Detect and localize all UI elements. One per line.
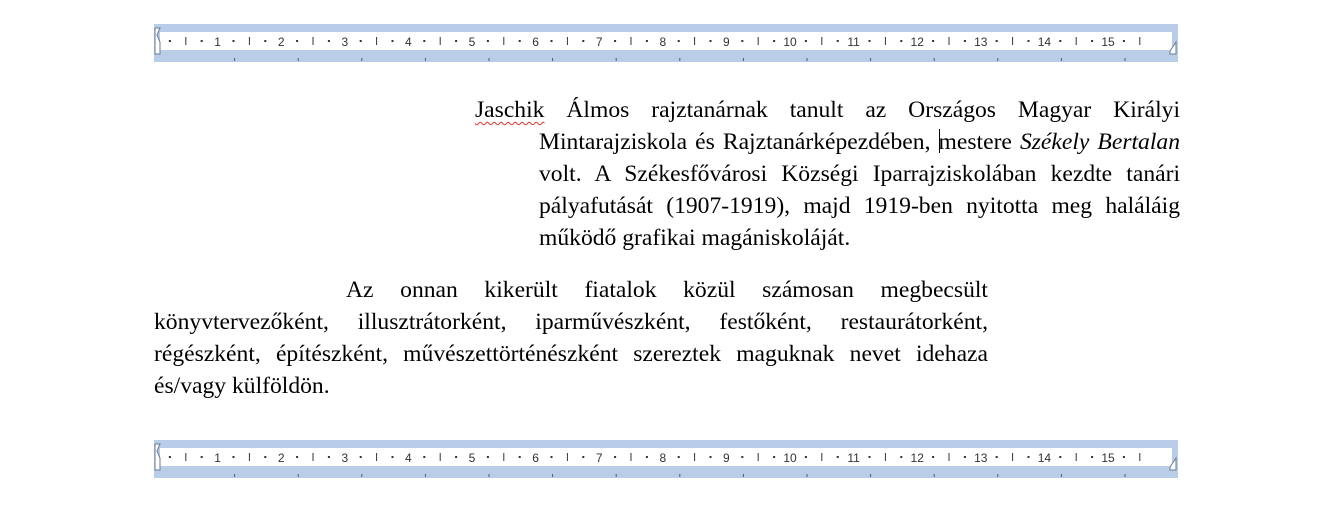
ruler-svg [154,440,1178,478]
ruler-number: 11 [847,451,860,465]
paragraph-1 [475,94,1180,254]
ruler-tick-dot [169,40,171,42]
ruler-number: 14 [1037,451,1052,465]
ruler-tick-dot [423,40,425,42]
ruler-number: 13 [974,35,988,49]
ruler-tick-dot [614,40,616,42]
ruler-number: 10 [783,451,797,465]
ruler-tick-dot [360,40,362,42]
ruler-tick-dot [1091,456,1093,458]
paragraph-1-text-c: volt. A Székesfővárosi Községi Iparrajziskolában kezdte tanári pályafutását (1907-1919), majd 1919-ben nyitotta meg haláláig működő grafikai magániskoláját. [539,161,1180,251]
ruler-tick-dot [741,40,743,42]
ruler-number: 10 [783,35,797,49]
ruler-number: 2 [277,451,285,465]
ruler-tick-dot [1028,40,1030,42]
ruler-tick-dot [201,456,203,458]
ruler-tick-dot [264,456,266,458]
ruler-tick-dot [455,456,457,458]
ruler-tick-dot [1059,456,1061,458]
ruler-tick-dot [487,456,489,458]
ruler-tick-dot [551,456,553,458]
ruler-number: 12 [910,35,924,49]
ruler-number: 15 [1101,35,1115,49]
ruler-tick-dot [1059,40,1061,42]
ruler-number: 1 [214,451,221,465]
ruler-number: 7 [595,35,603,49]
ruler-tick-dot [455,40,457,42]
ruler-tick-dot [964,456,966,458]
ruler-tick-dot [614,456,616,458]
ruler-number: 7 [595,451,603,465]
ruler-tick-dot [582,40,584,42]
ruler-tick-dot [169,456,171,458]
ruler-tick-dot [805,456,807,458]
ruler-tick-dot [837,456,839,458]
ruler-tick-dot [710,456,712,458]
ruler-tick-dot [773,40,775,42]
ruler-bottom[interactable] [154,440,1178,478]
ruler-number: 12 [910,451,924,465]
ruler-tick-dot [233,456,235,458]
ruler-tick-dot [582,456,584,458]
ruler-tick-dot [710,40,712,42]
ruler-tick-dot [328,40,330,42]
ruler-number: 1 [214,35,221,49]
ruler-number: 8 [659,451,667,465]
ruler-tick-dot [519,456,521,458]
ruler-tick-dot [741,456,743,458]
ruler-number: 15 [1101,451,1115,465]
ruler-tick-dot [264,40,266,42]
ruler-tick-dot [773,456,775,458]
ruler-tick-dot [1123,456,1125,458]
ruler-tick-dot [900,40,902,42]
ruler-tick-dot [1028,456,1030,458]
ruler-number: 5 [468,451,476,465]
ruler-tick-dot [869,40,871,42]
ruler-number: 6 [532,451,539,465]
ruler-tick-dot [678,456,680,458]
ruler-number: 6 [532,35,539,49]
ruler-tick-dot [296,40,298,42]
ruler-tick-dot [360,456,362,458]
ruler-tick-dot [932,456,934,458]
ruler-tick-dot [328,456,330,458]
ruler-tick-dot [837,40,839,42]
ruler-tick-dot [678,40,680,42]
paragraph-1-text-a: Álmos rajztanárnak tanult az Országos Magyar Királyi Mintarajziskola és Rajztanárképezdében, [539,97,1180,155]
ruler-tick-dot [551,40,553,42]
italic-name: Székely Bertalan [1019,129,1180,155]
ruler-tick-dot [646,456,648,458]
ruler-tick-dot [233,40,235,42]
ruler-tick-dot [900,456,902,458]
ruler-number: 11 [847,35,860,49]
ruler-tick-dot [964,40,966,42]
ruler-number: 5 [468,35,476,49]
ruler-number: 4 [405,451,412,465]
ruler-tick-dot [646,40,648,42]
ruler-tick-dot [296,456,298,458]
ruler-number: 14 [1037,35,1052,49]
ruler-tick-dot [1091,40,1093,42]
ruler-number: 3 [341,35,349,49]
ruler-number: 8 [659,35,667,49]
ruler-number: 13 [974,451,988,465]
ruler-number: 4 [405,35,412,49]
ruler-tick-dot [932,40,934,42]
ruler-tick-dot [996,456,998,458]
ruler-tick-dot [519,40,521,42]
ruler-tick-dot [392,456,394,458]
paragraph-1-text-b: mestere [938,129,1020,155]
ruler-number: 9 [723,35,730,49]
misspelled-word[interactable]: Jaschik [475,97,545,123]
ruler-tick-dot [996,40,998,42]
ruler-tick-dot [423,456,425,458]
ruler-number: 3 [341,451,349,465]
ruler-tick-dot [805,40,807,42]
paragraph-2: Az onnan kikerült fiatalok közül számosan megbecsült könyvtervezőként, illusztrátorként, iparművészként, festőként, restaurátorként, régészként, építészként, művészettörténészként szereztek maguknak nevet idehaza és/vagy külföldön. [154,277,988,399]
ruler-tick-dot [1123,40,1125,42]
ruler-number: 2 [277,35,285,49]
ruler-svg [154,24,1178,62]
ruler-tick-dot [869,456,871,458]
ruler-tick-dot [392,40,394,42]
ruler-top[interactable] [154,24,1178,62]
ruler-tick-dot [487,40,489,42]
ruler-tick-dot [201,40,203,42]
ruler-number: 9 [723,451,730,465]
